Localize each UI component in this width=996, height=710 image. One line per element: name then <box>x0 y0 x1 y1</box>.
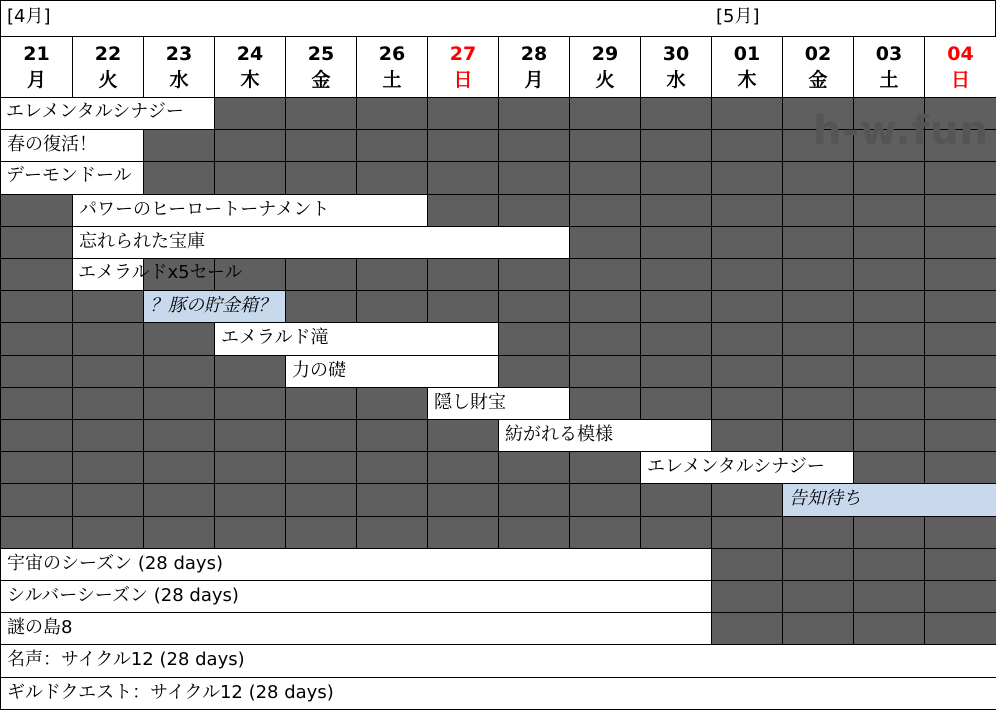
event-label: エメラルドx5セール <box>78 262 243 283</box>
grid-cell <box>143 129 215 162</box>
grid-cell <box>853 387 925 420</box>
grid-cell <box>427 97 499 130</box>
grid-cell <box>0 290 73 323</box>
grid-cell <box>498 258 570 291</box>
grid-cell <box>569 387 641 420</box>
grid-cell <box>782 258 854 291</box>
grid-cell <box>214 129 286 162</box>
grid-cell <box>924 322 996 356</box>
grid-cell <box>427 290 499 323</box>
grid-cell <box>285 161 357 195</box>
grid-cell <box>711 355 783 388</box>
grid-cell <box>569 194 641 227</box>
grid-cell <box>285 258 357 291</box>
grid-cell <box>711 194 783 227</box>
day-number: 22 <box>94 43 122 65</box>
grid-cell <box>356 258 428 291</box>
grid-cell <box>214 387 286 420</box>
grid-cell <box>427 451 499 484</box>
grid-cell <box>853 612 925 645</box>
day-header-04 <box>924 36 996 98</box>
event-label: 名声：サイクル12 (28 days) <box>0 644 996 678</box>
day-number: 30 <box>662 43 690 65</box>
day-header-01 <box>711 36 783 98</box>
grid-cell <box>640 290 712 323</box>
weekday-label: 月 <box>524 69 544 91</box>
grid-cell <box>143 387 215 420</box>
grid-cell <box>0 451 73 484</box>
grid-cell <box>143 451 215 484</box>
grid-cell <box>72 419 144 452</box>
grid-cell <box>427 161 499 195</box>
grid-cell <box>711 612 783 645</box>
grid-cell <box>427 194 499 227</box>
grid-cell <box>0 322 73 356</box>
grid-cell <box>143 516 215 549</box>
grid-cell <box>285 97 357 130</box>
grid-cell <box>498 290 570 323</box>
grid-cell <box>853 548 925 581</box>
grid-cell <box>711 258 783 291</box>
grid-cell <box>498 161 570 195</box>
day-header-02 <box>782 36 854 98</box>
weekday-label: 木 <box>240 69 260 91</box>
month-header-row <box>0 0 996 37</box>
grid-cell <box>569 161 641 195</box>
weekday-label: 水 <box>169 69 189 91</box>
grid-cell <box>498 97 570 130</box>
grid-cell <box>924 548 996 581</box>
event-label: エレメンタルシナジー <box>6 101 184 122</box>
grid-cell <box>640 161 712 195</box>
event-label: ギルドクエスト：サイクル12 (28 days) <box>0 677 996 710</box>
day-number: 04 <box>947 43 974 65</box>
grid-cell <box>285 419 357 452</box>
grid-cell <box>924 387 996 420</box>
grid-cell <box>285 387 357 420</box>
grid-cell <box>711 516 783 549</box>
event-label: エレメンタルシナジー <box>640 451 854 484</box>
grid-cell <box>853 355 925 388</box>
event-label: パワーのヒーロートーナメント <box>72 194 428 227</box>
grid-cell <box>853 322 925 356</box>
grid-cell <box>356 97 428 130</box>
grid-cell <box>853 419 925 452</box>
grid-cell <box>711 290 783 323</box>
grid-cell <box>214 483 286 517</box>
grid-cell <box>640 355 712 388</box>
day-number: 01 <box>733 43 761 65</box>
day-header-24 <box>214 36 286 98</box>
grid-cell <box>853 451 925 484</box>
event-label: 告知待ち <box>782 483 996 517</box>
weekday-label: 土 <box>879 69 899 91</box>
event-label: 宇宙のシーズン (28 days) <box>0 548 712 581</box>
grid-cell <box>285 129 357 162</box>
grid-cell <box>72 516 144 549</box>
weekday-label: 水 <box>666 69 686 91</box>
grid-cell <box>72 322 144 356</box>
grid-cell <box>427 129 499 162</box>
grid-cell <box>924 419 996 452</box>
grid-cell <box>285 290 357 323</box>
grid-cell <box>214 355 286 388</box>
day-header-25 <box>285 36 357 98</box>
grid-cell <box>498 516 570 549</box>
grid-cell <box>711 129 783 162</box>
grid-cell <box>569 290 641 323</box>
grid-cell <box>214 516 286 549</box>
grid-cell <box>143 161 215 195</box>
grid-cell <box>356 516 428 549</box>
event-label: エメラルド滝 <box>214 322 499 356</box>
grid-cell <box>569 355 641 388</box>
day-header-30 <box>640 36 712 98</box>
grid-cell <box>924 258 996 291</box>
day-header-29 <box>569 36 641 98</box>
grid-cell <box>924 612 996 645</box>
grid-cell <box>0 419 73 452</box>
day-header-03 <box>853 36 925 98</box>
day-number: 03 <box>875 43 903 65</box>
grid-cell <box>285 451 357 484</box>
day-number: 25 <box>307 43 335 65</box>
grid-cell <box>72 483 144 517</box>
grid-cell <box>569 97 641 130</box>
grid-cell <box>569 451 641 484</box>
grid-cell <box>0 258 73 291</box>
day-number: 27 <box>449 43 477 65</box>
day-number: 23 <box>165 43 193 65</box>
day-number: 26 <box>378 43 406 65</box>
grid-cell <box>569 322 641 356</box>
weekday-label: 月 <box>26 69 46 91</box>
grid-cell <box>427 419 499 452</box>
grid-cell <box>782 355 854 388</box>
event-label: シルバーシーズン (28 days) <box>0 580 712 613</box>
grid-cell <box>356 161 428 195</box>
grid-cell <box>498 322 570 356</box>
grid-cell <box>427 516 499 549</box>
grid-cell <box>498 129 570 162</box>
grid-cell <box>853 226 925 259</box>
grid-cell <box>0 483 73 517</box>
grid-cell <box>782 516 854 549</box>
grid-cell <box>0 355 73 388</box>
grid-cell <box>569 226 641 259</box>
grid-cell <box>356 387 428 420</box>
day-header-21 <box>0 36 73 98</box>
grid-cell <box>640 194 712 227</box>
grid-cell <box>640 387 712 420</box>
grid-cell <box>924 226 996 259</box>
grid-cell <box>711 580 783 613</box>
grid-cell <box>640 322 712 356</box>
grid-cell <box>782 161 854 195</box>
grid-cell <box>498 451 570 484</box>
grid-cell <box>0 387 73 420</box>
grid-cell <box>782 290 854 323</box>
grid-cell <box>214 419 286 452</box>
grid-cell <box>711 548 783 581</box>
grid-cell <box>0 226 73 259</box>
grid-cell <box>711 97 783 130</box>
grid-cell <box>782 612 854 645</box>
grid-cell <box>853 258 925 291</box>
grid-cell <box>924 161 996 195</box>
grid-cell <box>782 419 854 452</box>
grid-cell <box>143 355 215 388</box>
grid-cell <box>569 483 641 517</box>
grid-cell <box>569 129 641 162</box>
event-label: 春の復活！ <box>0 129 144 162</box>
day-number: 28 <box>520 43 548 65</box>
grid-cell <box>356 290 428 323</box>
weekday-label: 日 <box>453 69 473 91</box>
grid-cell <box>924 451 996 484</box>
grid-cell <box>711 226 783 259</box>
grid-cell <box>924 516 996 549</box>
grid-cell <box>569 516 641 549</box>
grid-cell <box>427 483 499 517</box>
day-header-23 <box>143 36 215 98</box>
event-label: 紡がれる模様 <box>498 419 712 452</box>
grid-cell <box>711 322 783 356</box>
grid-cell <box>924 194 996 227</box>
grid-cell <box>0 194 73 227</box>
grid-cell <box>782 580 854 613</box>
grid-cell <box>640 516 712 549</box>
watermark-text: h-w.fun <box>813 108 990 154</box>
grid-cell <box>782 226 854 259</box>
event-label: 謎の島8 <box>0 612 712 645</box>
grid-cell <box>782 322 854 356</box>
grid-cell <box>214 451 286 484</box>
grid-cell <box>640 97 712 130</box>
grid-cell <box>924 290 996 323</box>
grid-cell <box>853 516 925 549</box>
weekday-label: 土 <box>382 69 402 91</box>
grid-cell <box>0 516 73 549</box>
grid-cell <box>782 387 854 420</box>
grid-cell <box>853 194 925 227</box>
weekday-label: 木 <box>737 69 757 91</box>
grid-cell <box>711 387 783 420</box>
month-label-may: [5月] <box>716 6 760 27</box>
day-header-22 <box>72 36 144 98</box>
grid-cell <box>72 290 144 323</box>
grid-cell <box>711 419 783 452</box>
grid-cell <box>640 483 712 517</box>
day-number: 02 <box>804 43 832 65</box>
grid-cell <box>853 580 925 613</box>
weekday-label: 火 <box>98 69 118 91</box>
weekday-label: 日 <box>950 69 970 91</box>
grid-cell <box>285 516 357 549</box>
grid-cell <box>498 355 570 388</box>
grid-cell <box>214 97 286 130</box>
grid-cell <box>498 483 570 517</box>
event-label: 忘れられた宝庫 <box>72 226 570 259</box>
event-label: ？豚の貯金箱？ <box>143 290 286 323</box>
event-label: デーモンドール <box>6 165 132 186</box>
weekday-label: 金 <box>808 69 828 91</box>
grid-cell <box>924 580 996 613</box>
grid-cell <box>143 322 215 356</box>
grid-cell <box>569 258 641 291</box>
grid-cell <box>214 161 286 195</box>
grid-cell <box>853 161 925 195</box>
day-number: 29 <box>591 43 619 65</box>
grid-cell <box>143 419 215 452</box>
grid-cell <box>924 355 996 388</box>
grid-cell <box>498 194 570 227</box>
grid-cell <box>72 451 144 484</box>
grid-cell <box>711 483 783 517</box>
grid-cell <box>853 290 925 323</box>
grid-cell <box>640 258 712 291</box>
weekday-label: 金 <box>311 69 331 91</box>
day-header-28 <box>498 36 570 98</box>
grid-cell <box>782 548 854 581</box>
grid-cell <box>72 387 144 420</box>
event-label: 力の礎 <box>285 355 499 388</box>
event-label: 隠し財宝 <box>427 387 570 420</box>
grid-cell <box>356 451 428 484</box>
grid-cell <box>356 483 428 517</box>
weekday-label: 火 <box>595 69 615 91</box>
grid-cell <box>72 355 144 388</box>
grid-cell <box>427 258 499 291</box>
day-header-27 <box>427 36 499 98</box>
grid-cell <box>356 419 428 452</box>
grid-cell <box>782 194 854 227</box>
day-number: 21 <box>23 43 50 65</box>
grid-cell <box>143 483 215 517</box>
grid-cell <box>640 129 712 162</box>
month-label-april: [4月] <box>7 6 51 27</box>
grid-cell <box>640 226 712 259</box>
grid-cell <box>356 129 428 162</box>
day-number: 24 <box>236 43 264 65</box>
grid-cell <box>285 483 357 517</box>
grid-cell <box>711 161 783 195</box>
day-header-26 <box>356 36 428 98</box>
